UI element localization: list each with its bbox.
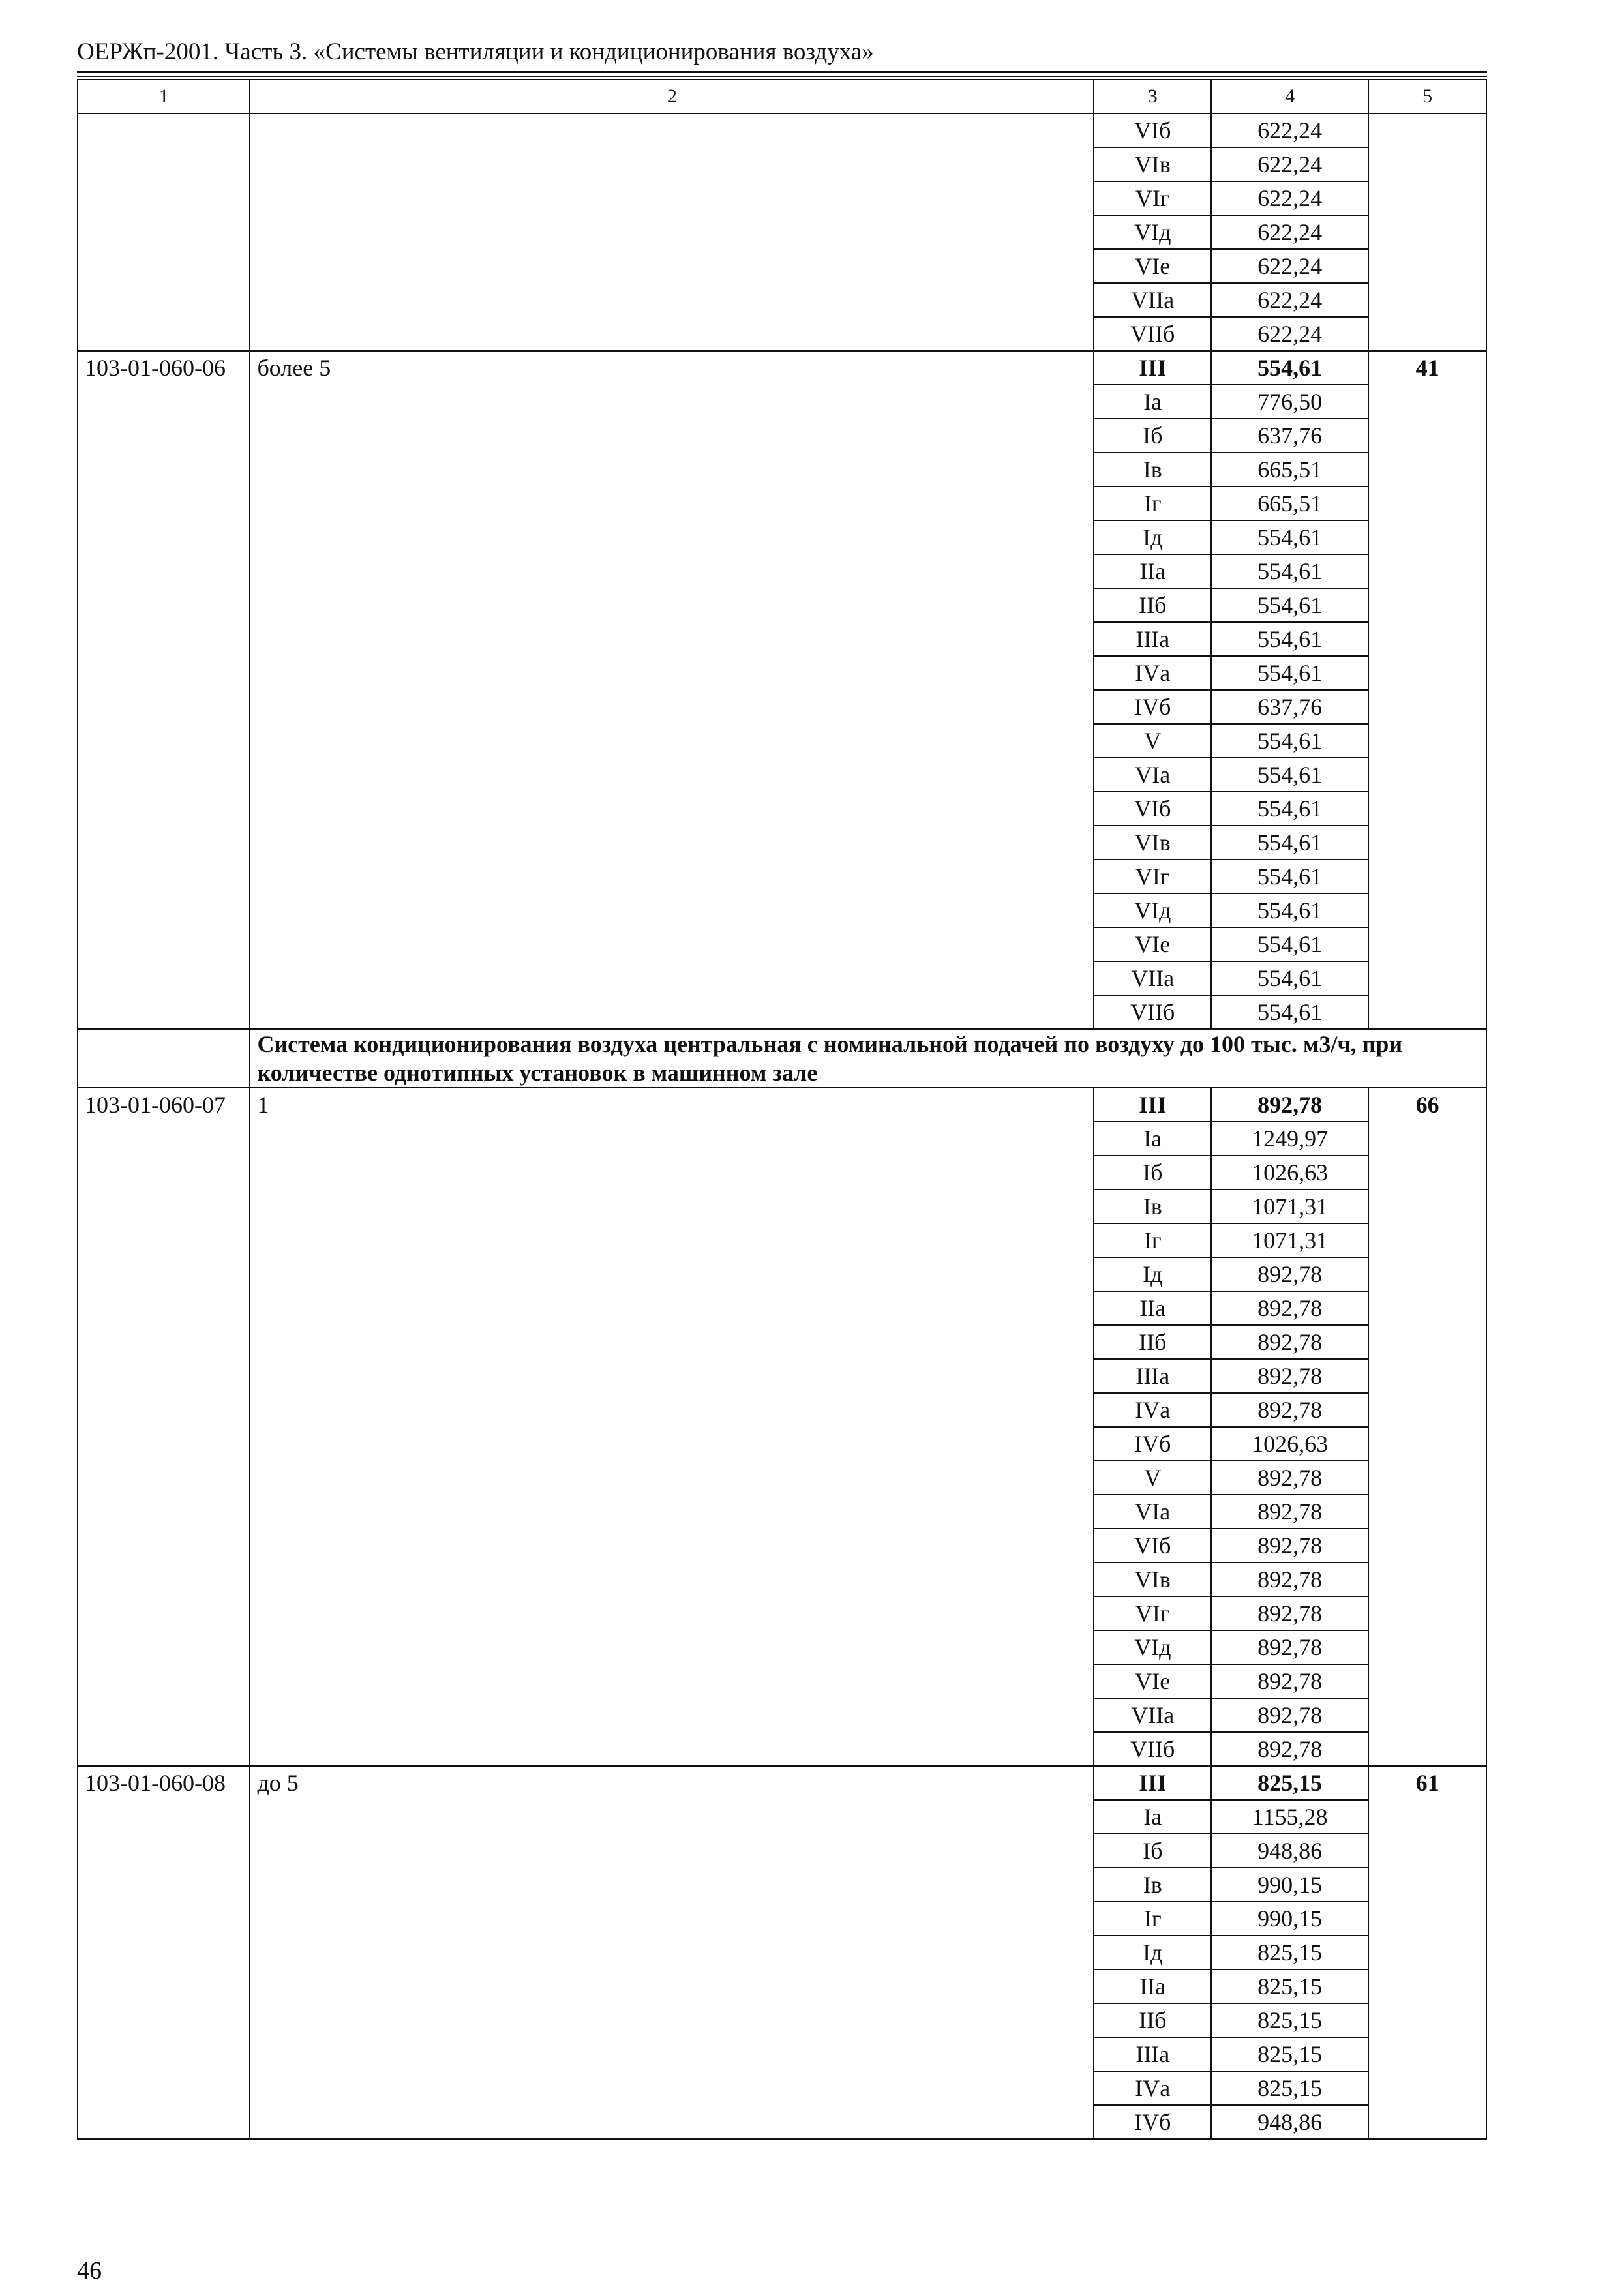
zone-cell: IIб (1094, 2003, 1211, 2037)
zone-cell: Iг (1094, 1902, 1211, 1936)
price-cell: 554,61 (1211, 961, 1368, 995)
zone-cell: Iв (1094, 1189, 1211, 1223)
zone-cell: III (1094, 1766, 1211, 1800)
zone-cell: Iд (1094, 1257, 1211, 1291)
document-header-title: ОЕРЖп-2001. Часть 3. «Системы вентиляции и кондиционирования воздуха» (77, 38, 874, 65)
price-cell: 1249,97 (1211, 1122, 1368, 1156)
price-cell: 892,78 (1211, 1664, 1368, 1698)
page-number: 46 (77, 2257, 102, 2284)
price-cell: 554,61 (1211, 995, 1368, 1029)
section-heading: Система кондиционирования воздуха центральная с номинальной подачей по воздуху до 100 тыс. м3/ч, при количестве однотипных установок в машинном зале (250, 1029, 1486, 1088)
price-cell: 892,78 (1211, 1291, 1368, 1325)
price-cell: 825,15 (1211, 1969, 1368, 2003)
zone-cell: IIIа (1094, 1359, 1211, 1393)
price-cell: 892,78 (1211, 1732, 1368, 1766)
price-cell: 892,78 (1211, 1359, 1368, 1393)
zone-cell: VIг (1094, 1596, 1211, 1630)
zone-cell: VIа (1094, 758, 1211, 792)
zone-cell: Iа (1094, 1800, 1211, 1834)
zone-cell: VIIб (1094, 995, 1211, 1029)
zone-cell: VIб (1094, 792, 1211, 826)
rate-code: 103-01-060-07 (78, 1088, 250, 1766)
labor-cell (1368, 113, 1486, 351)
price-cell: 892,78 (1211, 1461, 1368, 1495)
rate-description: до 5 (250, 1766, 1094, 2139)
zone-cell: IVа (1094, 656, 1211, 690)
zone-cell: VIг (1094, 181, 1211, 215)
column-number-2: 2 (250, 80, 1094, 113)
price-cell: 554,61 (1211, 724, 1368, 758)
zone-cell: VIIа (1094, 283, 1211, 317)
zone-cell: VIе (1094, 927, 1211, 961)
zone-cell: VIIб (1094, 1732, 1211, 1766)
zone-cell: IIIа (1094, 2037, 1211, 2071)
table-row (78, 1088, 1486, 1122)
zone-cell: IVб (1094, 2105, 1211, 2139)
section-heading-row (78, 1029, 1486, 1088)
zone-cell: VIв (1094, 826, 1211, 860)
price-cell: 892,78 (1211, 1257, 1368, 1291)
rates-table (77, 79, 1487, 2140)
price-cell: 554,61 (1211, 826, 1368, 860)
price-cell: 1071,31 (1211, 1223, 1368, 1257)
price-cell: 554,61 (1211, 860, 1368, 893)
zone-cell: III (1094, 351, 1211, 385)
price-cell: 554,61 (1211, 588, 1368, 622)
rate-description: 1 (250, 1088, 1094, 1766)
zone-cell: Iб (1094, 1834, 1211, 1868)
zone-cell: VIг (1094, 860, 1211, 893)
zone-cell: IIIа (1094, 622, 1211, 656)
table-row (78, 113, 1486, 147)
price-cell: 825,15 (1211, 1936, 1368, 1969)
price-cell: 892,78 (1211, 1698, 1368, 1732)
column-number-row (78, 80, 1486, 113)
zone-cell: VIб (1094, 1529, 1211, 1563)
price-cell: 622,24 (1211, 181, 1368, 215)
zone-cell: VIIб (1094, 317, 1211, 351)
price-cell: 637,76 (1211, 690, 1368, 724)
zone-cell: VIд (1094, 215, 1211, 249)
column-number-5: 5 (1368, 80, 1486, 113)
table-row (78, 351, 1486, 385)
zone-cell: Iб (1094, 419, 1211, 453)
column-number-4: 4 (1211, 80, 1368, 113)
price-cell: 892,78 (1211, 1596, 1368, 1630)
price-cell: 554,61 (1211, 758, 1368, 792)
labor-cell: 66 (1368, 1088, 1486, 1766)
price-cell: 990,15 (1211, 1868, 1368, 1902)
zone-cell: VIIа (1094, 961, 1211, 995)
section-code-cell (78, 1029, 250, 1088)
zone-cell: V (1094, 1461, 1211, 1495)
zone-cell: IVа (1094, 2071, 1211, 2105)
rate-description: более 5 (250, 351, 1094, 1029)
zone-cell: Iв (1094, 1868, 1211, 1902)
price-cell: 554,61 (1211, 351, 1368, 385)
price-cell: 776,50 (1211, 385, 1368, 419)
price-cell: 892,78 (1211, 1529, 1368, 1563)
rate-code: 103-01-060-06 (78, 351, 250, 1029)
price-cell: 948,86 (1211, 2105, 1368, 2139)
header-rule-bottom (77, 76, 1487, 77)
price-cell: 554,61 (1211, 622, 1368, 656)
zone-cell: IIа (1094, 1291, 1211, 1325)
zone-cell: VIб (1094, 113, 1211, 147)
zone-cell: IIб (1094, 588, 1211, 622)
zone-cell: VIд (1094, 893, 1211, 927)
price-cell: 554,61 (1211, 792, 1368, 826)
price-cell: 1071,31 (1211, 1189, 1368, 1223)
price-cell: 622,24 (1211, 113, 1368, 147)
price-cell: 892,78 (1211, 1393, 1368, 1427)
price-cell: 1155,28 (1211, 1800, 1368, 1834)
zone-cell: Iа (1094, 385, 1211, 419)
price-cell: 948,86 (1211, 1834, 1368, 1868)
price-cell: 622,24 (1211, 283, 1368, 317)
header-rule-top (77, 71, 1487, 73)
price-cell: 825,15 (1211, 2071, 1368, 2105)
zone-cell: VIд (1094, 1630, 1211, 1664)
price-cell: 825,15 (1211, 1766, 1368, 1800)
zone-cell: IVб (1094, 1427, 1211, 1461)
price-cell: 892,78 (1211, 1630, 1368, 1664)
price-cell: 622,24 (1211, 317, 1368, 351)
zone-cell: Iд (1094, 520, 1211, 554)
price-cell: 554,61 (1211, 520, 1368, 554)
zone-cell: VIв (1094, 147, 1211, 181)
price-cell: 825,15 (1211, 2037, 1368, 2071)
zone-cell: Iв (1094, 453, 1211, 486)
rate-code (78, 113, 250, 351)
labor-cell: 61 (1368, 1766, 1486, 2139)
price-cell: 1026,63 (1211, 1427, 1368, 1461)
price-cell: 554,61 (1211, 656, 1368, 690)
price-cell: 622,24 (1211, 215, 1368, 249)
price-cell: 892,78 (1211, 1563, 1368, 1596)
zone-cell: VIе (1094, 1664, 1211, 1698)
zone-cell: Iг (1094, 1223, 1211, 1257)
price-cell: 554,61 (1211, 554, 1368, 588)
price-cell: 554,61 (1211, 893, 1368, 927)
price-cell: 825,15 (1211, 2003, 1368, 2037)
zone-cell: Iг (1094, 486, 1211, 520)
labor-cell: 41 (1368, 351, 1486, 1029)
rate-code: 103-01-060-08 (78, 1766, 250, 2139)
price-cell: 665,51 (1211, 453, 1368, 486)
zone-cell: VIIа (1094, 1698, 1211, 1732)
price-cell: 1026,63 (1211, 1156, 1368, 1189)
price-cell: 990,15 (1211, 1902, 1368, 1936)
zone-cell: IVа (1094, 1393, 1211, 1427)
price-cell: 665,51 (1211, 486, 1368, 520)
price-cell: 622,24 (1211, 147, 1368, 181)
price-cell: 637,76 (1211, 419, 1368, 453)
rate-description (250, 113, 1094, 351)
zone-cell: VIв (1094, 1563, 1211, 1596)
price-cell: 554,61 (1211, 927, 1368, 961)
column-number-3: 3 (1094, 80, 1211, 113)
price-cell: 892,78 (1211, 1325, 1368, 1359)
zone-cell: IIа (1094, 554, 1211, 588)
zone-cell: IIб (1094, 1325, 1211, 1359)
column-number-1: 1 (78, 80, 250, 113)
price-cell: 892,78 (1211, 1495, 1368, 1529)
price-cell: 622,24 (1211, 249, 1368, 283)
table-row (78, 1766, 1486, 1800)
zone-cell: VIе (1094, 249, 1211, 283)
price-cell: 892,78 (1211, 1088, 1368, 1122)
zone-cell: V (1094, 724, 1211, 758)
zone-cell: Iд (1094, 1936, 1211, 1969)
zone-cell: Iа (1094, 1122, 1211, 1156)
zone-cell: Iб (1094, 1156, 1211, 1189)
zone-cell: III (1094, 1088, 1211, 1122)
zone-cell: VIа (1094, 1495, 1211, 1529)
zone-cell: IIа (1094, 1969, 1211, 2003)
zone-cell: IVб (1094, 690, 1211, 724)
